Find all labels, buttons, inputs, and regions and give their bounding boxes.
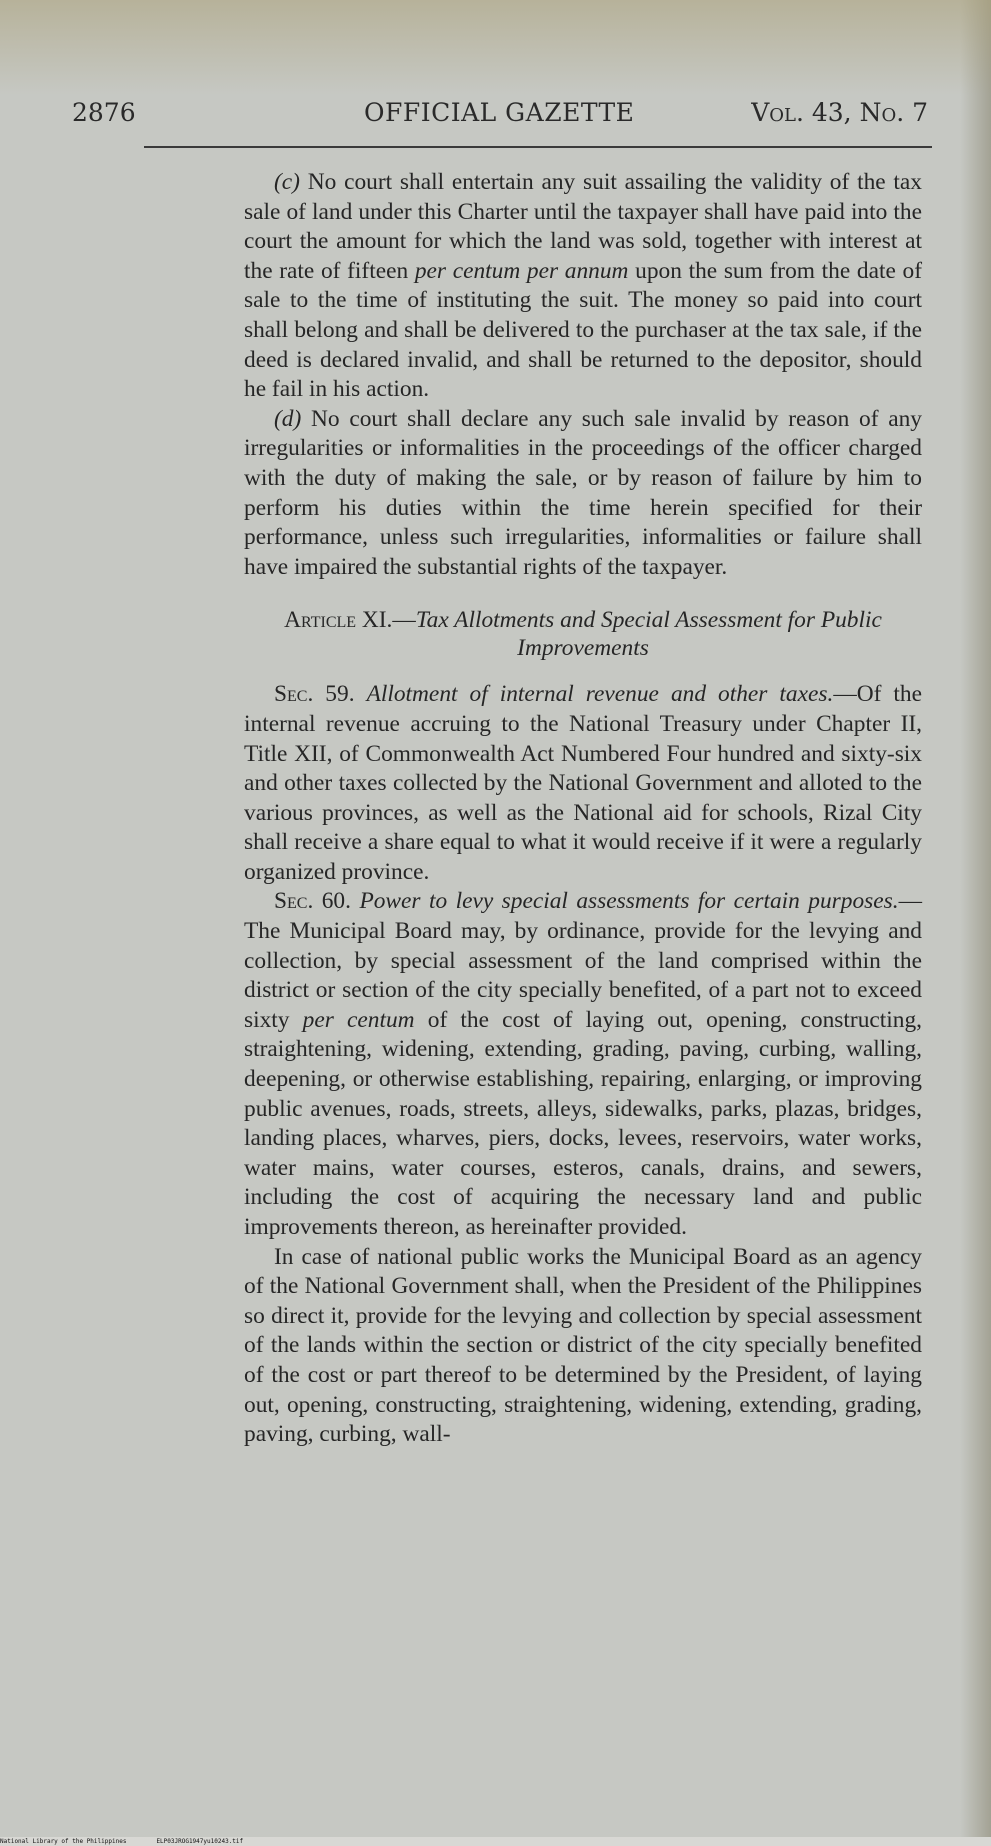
paragraph-d-text: No court shall declare any such sale invalid by reason of any irregularities or informalities in the proceedings of the officer charged with the duty of making the sale, or by reason of failure by him to perform his duties within the time herein specified for their performance, unless such irregularities, informalities or failure shall have impaired the substantial rights of the taxpayer. <box>244 405 922 580</box>
footer-file: ELP03JROG1947yu10243.tif <box>156 1838 244 1845</box>
section-59-heading: Allotment of internal revenue and other taxes. <box>366 681 834 708</box>
footer-library: National Library of the Philippines <box>0 1838 127 1845</box>
section-60-text2: of the cost of laying out, opening, constructing, straightening, widening, extending, grading, paving, curbing, walling, deepening, or otherwise establishing, repairing, enlarging, or improving public avenues, roads, streets, alleys, sidewalks, parks, plazas, bridges, landing places, wharves, piers, docks, levees, reservoirs, water works, water mains, water courses, esteros, canals, drains, and sewers, including the cost of acquiring the necessary land and public improvements thereon, as hereinafter provided. <box>244 1006 923 1240</box>
body-text <box>244 168 922 1450</box>
section-59-number: Sec. 59. <box>274 681 355 708</box>
article-heading <box>244 606 922 662</box>
national-works-paragraph: In case of national public works the Municipal Board as an agency of the National Government shall, when the President of the Philippines so direct it, provide for the levying and collection by special assessment of the lands within the section or district of the city specially benefited of the cost or part thereof to be determined by the President, of laying out, opening, constructing, straightening, widening, extending, grading, paving, curbing, wall- <box>244 1243 922 1448</box>
volume-issue: Vol. 43, No. 7 <box>751 98 928 127</box>
section-60-number: Sec. 60. <box>274 888 351 915</box>
paragraph-d <box>244 405 922 583</box>
section-60 <box>244 887 922 1242</box>
paragraph-c-italic: per centum per annum <box>414 257 629 284</box>
paragraph-c-text: No court shall entertain any suit assailing the validity of the tax sale of land under this Charter until the taxpayer shall have paid into the court the amount for which the land was sold, together with interest at the rate of fifteen <box>244 169 922 284</box>
scan-footer <box>0 1837 991 1846</box>
running-header <box>72 98 932 134</box>
paragraph-d-label: (d) <box>274 405 302 432</box>
section-59 <box>244 680 922 887</box>
section-60-text: —The Municipal Board may, by ordinance, provide for the levying and collection, by special assessment of the land comprised within the district or section of the city specially benefited, of a part not to exceed sixty <box>244 888 922 1033</box>
section-60-heading: Power to levy special assessments for certain purposes. <box>359 888 899 915</box>
paragraph-c <box>244 168 922 405</box>
header-rule <box>144 146 932 148</box>
page-number: 2876 <box>72 98 136 127</box>
section-60-italic: per centum <box>302 1006 415 1033</box>
section-59-text: —Of the internal revenue accruing to the National Treasury under Chapter II, Title XII, of Commonwealth Act Numbered Four hundred and sixty-six and other taxes collected by the National Government and alloted to the various provinces, as well as the National aid for schools, Rizal City shall receive a share equal to what it would receive if it were a regularly organized province. <box>244 681 922 885</box>
paragraph-c-label: (c) <box>274 169 300 195</box>
publication-title: OFFICIAL GAZETTE <box>364 98 635 127</box>
paragraph-c-text2: upon the sum from the date of sale to the time of instituting the suit. The money so paid into court shall belong and shall be delivered to the purchaser at the tax sale, if the deed is declared invalid, and shall be returned to the depositor, should he fail in his action. <box>244 257 922 403</box>
article-title: Tax Allotments and Special Assessment for Public Improvements <box>415 607 882 662</box>
article-label: Article XI.— <box>284 607 416 634</box>
